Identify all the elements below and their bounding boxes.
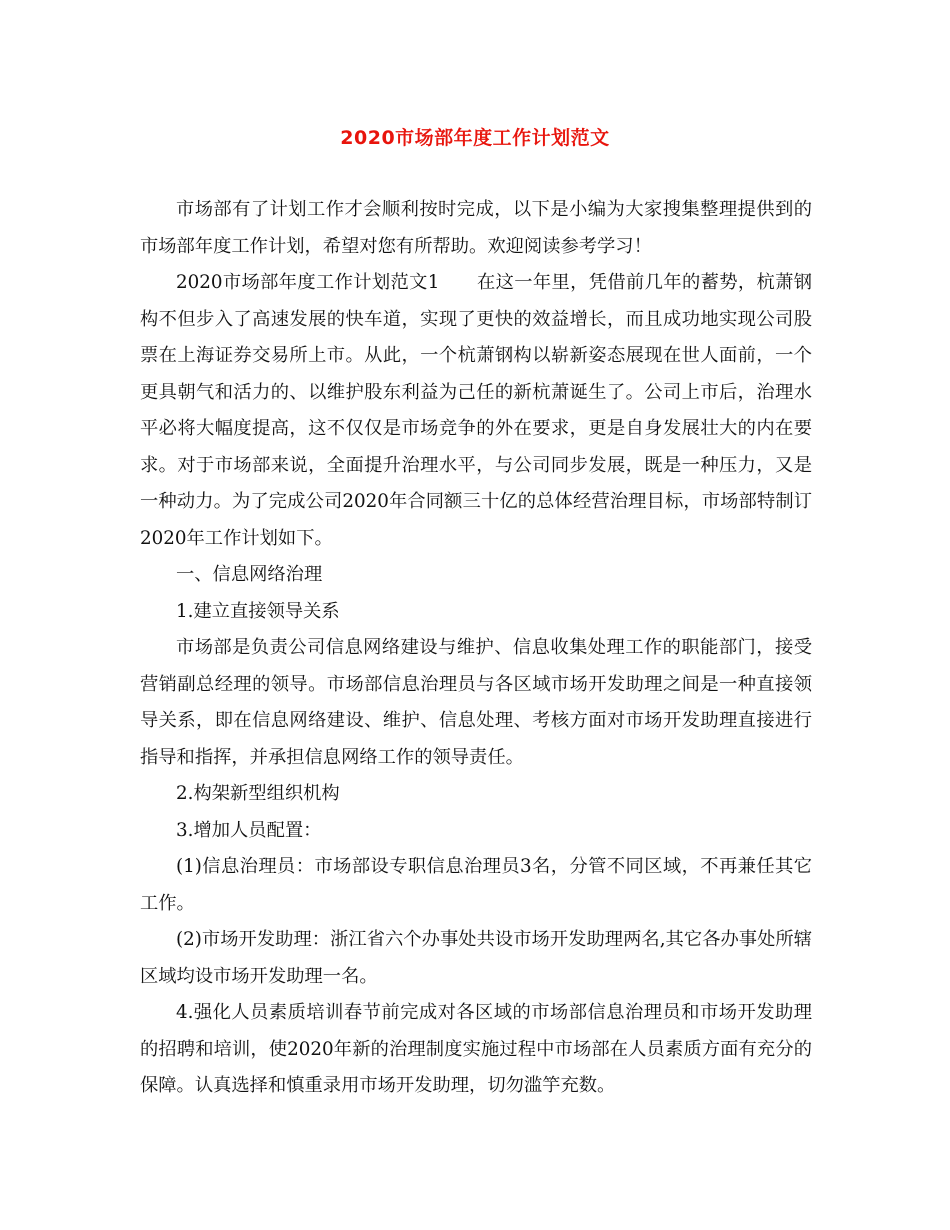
section-heading-info-network: 一、信息网络治理 <box>176 564 323 585</box>
paragraph-leadership: 市场部是负责公司信息网络建设与维护、信息收集处理工作的职能部门，接受营销副总经理的领导。市场部信息治理员与各区域市场开发助理之间是一种直接领导关系，即在信息网络建设、维护、信息处理、考核方面对市场开发助理直接进行指导和指挥，并承担信息网络工作的领导责任。 <box>140 637 812 768</box>
document-body <box>140 192 812 1105</box>
item-heading-organization: 2.构架新型组织机构 <box>176 783 340 804</box>
paragraph-intro: 市场部有了计划工作才会顺利按时完成，以下是小编为大家搜集整理提供到的市场部年度工作计划，希望对您有所帮助。欢迎阅读参考学习！ <box>140 199 812 257</box>
paragraph-staffing-1: (1)信息治理员：市场部设专职信息治理员3名，分管不同区域，不再兼任其它工作。 <box>140 856 812 914</box>
paragraph-staffing-2: (2)市场开发助理：浙江省六个办事处共设市场开发助理两名,其它各办事处所辖区域均设市场开发助理一名。 <box>140 929 812 987</box>
document-title: 2020市场部年度工作计划范文 <box>340 127 610 149</box>
item-heading-leadership: 1.建立直接领导关系 <box>176 600 340 622</box>
paragraph-training: 4.强化人员素质培训春节前完成对各区域的市场部信息治理员和市场开发助理的招聘和培训，使2020年新的治理制度实施过程中市场部在人员素质方面有充分的保障。认真选择和慎重录用市场开发助理，切勿滥竽充数。 <box>140 1002 812 1096</box>
item-heading-staffing: 3.增加人员配置： <box>176 819 322 841</box>
paragraph-plan-1: 2020市场部年度工作计划范文1 在这一年里，凭借前几年的蓄势，杭萧钢构不但步入了高速发展的快车道，实现了更快的效益增长，而且成功地实现公司股票在上海证券交易所上市。从此，一个杭萧钢构以崭新姿态展现在世人面前，一个更具朝气和活力的、以维护股东利益为己任的新杭萧诞生了。公司上市后，治理水平必将大幅度提高，这不仅仅是市场竞争的外在要求，更是自身发展壮大的内在要求。对于市场部来说，全面提升治理水平，与公司同步发展，既是一种压力，又是一种动力。为了完成公司2020年合同额三十亿的总体经营治理目标，市场部特制订2020年工作计划如下。 <box>140 272 812 549</box>
